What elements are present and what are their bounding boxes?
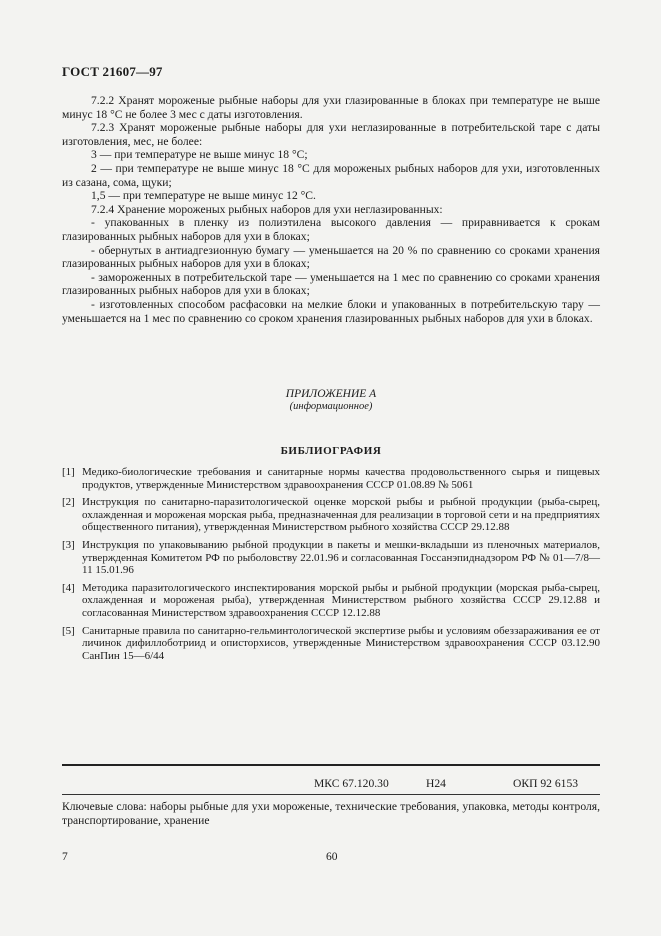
appendix-title: ПРИЛОЖЕНИЕ А xyxy=(285,388,377,400)
bibliography-text: Санитарные правила по санитарно-гельминтологической экспертизе рыбы и условиям обеззараживания ее от личинок дифиллоботриид и описторхисов, утвержденные Министерством здравоохранения СССР 03.12.90 СанПин 15—6/44 xyxy=(82,624,600,662)
clause-7-2-3: 7.2.3 Хранят мороженые рыбные наборы для ухи неглазированные в потребительской таре с даты изготовления, мес, не более: xyxy=(62,121,600,148)
list-item: - изготовленных способом расфасовки на мелкие блоки и упакованных в потребительскую тару — уменьшается на 1 мес по сравнению со сроком хранения глазированных рыбных наборов для ухи в блоках. xyxy=(62,297,600,325)
list-item: - упакованных в пленку из полиэтилена высокого давления — приравнивается к срокам глазированных рыбных наборов для ухи в блоках; xyxy=(62,216,600,243)
document-code: ГОСТ 21607—97 xyxy=(62,64,163,79)
bibliography-text: Медико-биологические требования и санитарные нормы качества продовольственного сырья и пищевых продуктов, утвержденные Министерством здравоохранения СССР 01.08.89 № 5061 xyxy=(82,466,600,491)
bibliography-text: Инструкция по упаковыванию рыбной продукции в пакеты и мешки-вкладыши из пленочных материалов, утвержденная Комитетом РФ по рыболовству 22.01.96 и согласованная Госсанэпиднадзором РФ № 01—7/8—11 15.01.96 xyxy=(82,538,600,577)
appendix-heading xyxy=(62,387,600,413)
page-number: 60 xyxy=(326,851,338,863)
bibliography-number: [5] xyxy=(62,624,75,637)
storage-term-1-5: 1,5 — при температуре не выше минус 12 °С. xyxy=(91,189,316,203)
bibliography-list xyxy=(62,466,600,667)
storage-section xyxy=(62,94,600,325)
bibliography-item xyxy=(62,582,600,620)
appendix-note: (информационное) xyxy=(289,401,373,412)
bibliography-item xyxy=(62,625,600,663)
storage-term-2: 2 — при температуре не выше минус 18 °С для мороженых рыбных наборов для ухи, изготовленных из сазана, сома, щуки; xyxy=(62,161,600,189)
bibliography-item xyxy=(62,466,600,491)
bibliography-number: [1] xyxy=(62,466,75,478)
bibliography-number: [3] xyxy=(62,538,75,551)
clause-7-2-2: 7.2.2 Хранят мороженые рыбные наборы для ухи глазированные в блоках при температуре не выше минус 18 °С не более 3 мес с даты изготовления. xyxy=(62,94,600,121)
list-item: - обернутых в антиадгезионную бумагу — уменьшается на 20 % по сравнению со сроками хранения глазированных рыбных наборов для ухи в блоках; xyxy=(62,243,600,271)
bibliography-text: Инструкция по санитарно-паразитологической оценке морской рыбы и рыбной продукции (рыба-сырец, охлажденная и мороженая морская рыба, предназначенная для реализации в торговой сети и на предприятиях общественного питания), утвержденная Министерством рыбного хозяйства СССР 29.12.88 xyxy=(82,496,600,534)
keywords: Ключевые слова: наборы рыбные для ухи мороженые, технические требования, упаковка, методы контроля, транспортирование, хранение xyxy=(62,800,600,827)
footer-left-number: 7 xyxy=(62,851,68,863)
bibliography-text: Методика паразитологического инспектирования морской рыбы и рыбной продукции (морская рыба-сырец, охлажденная и мороженая рыба), утвержденная Министерством рыбного хозяйства СССР 29.12.88 и согласованная Министерством здравоохранения СССР 12.12.88 xyxy=(82,581,600,619)
bibliography-item xyxy=(62,539,600,577)
divider-thin xyxy=(62,794,600,795)
okp-code: ОКП 92 6153 xyxy=(513,777,579,790)
mks-code: МКС 67.120.30 xyxy=(314,777,389,790)
bibliography-number: [2] xyxy=(62,496,75,509)
divider-thick xyxy=(62,764,600,766)
bibliography-title: БИБЛИОГРАФИЯ xyxy=(280,445,382,457)
bibliography-number: [4] xyxy=(62,581,75,594)
clause-7-2-4: 7.2.4 Хранение мороженых рыбных наборов для ухи неглазированных: xyxy=(91,202,443,216)
list-item: - замороженных в потребительской таре — уменьшается на 1 мес по сравнению со сроками хранения глазированных рыбных наборов для ухи в блоках; xyxy=(62,270,600,298)
bibliography-item xyxy=(62,496,600,534)
group-code: Н24 xyxy=(426,777,446,790)
storage-term-3: 3 — при температуре не выше минус 18 °С; xyxy=(91,148,308,162)
